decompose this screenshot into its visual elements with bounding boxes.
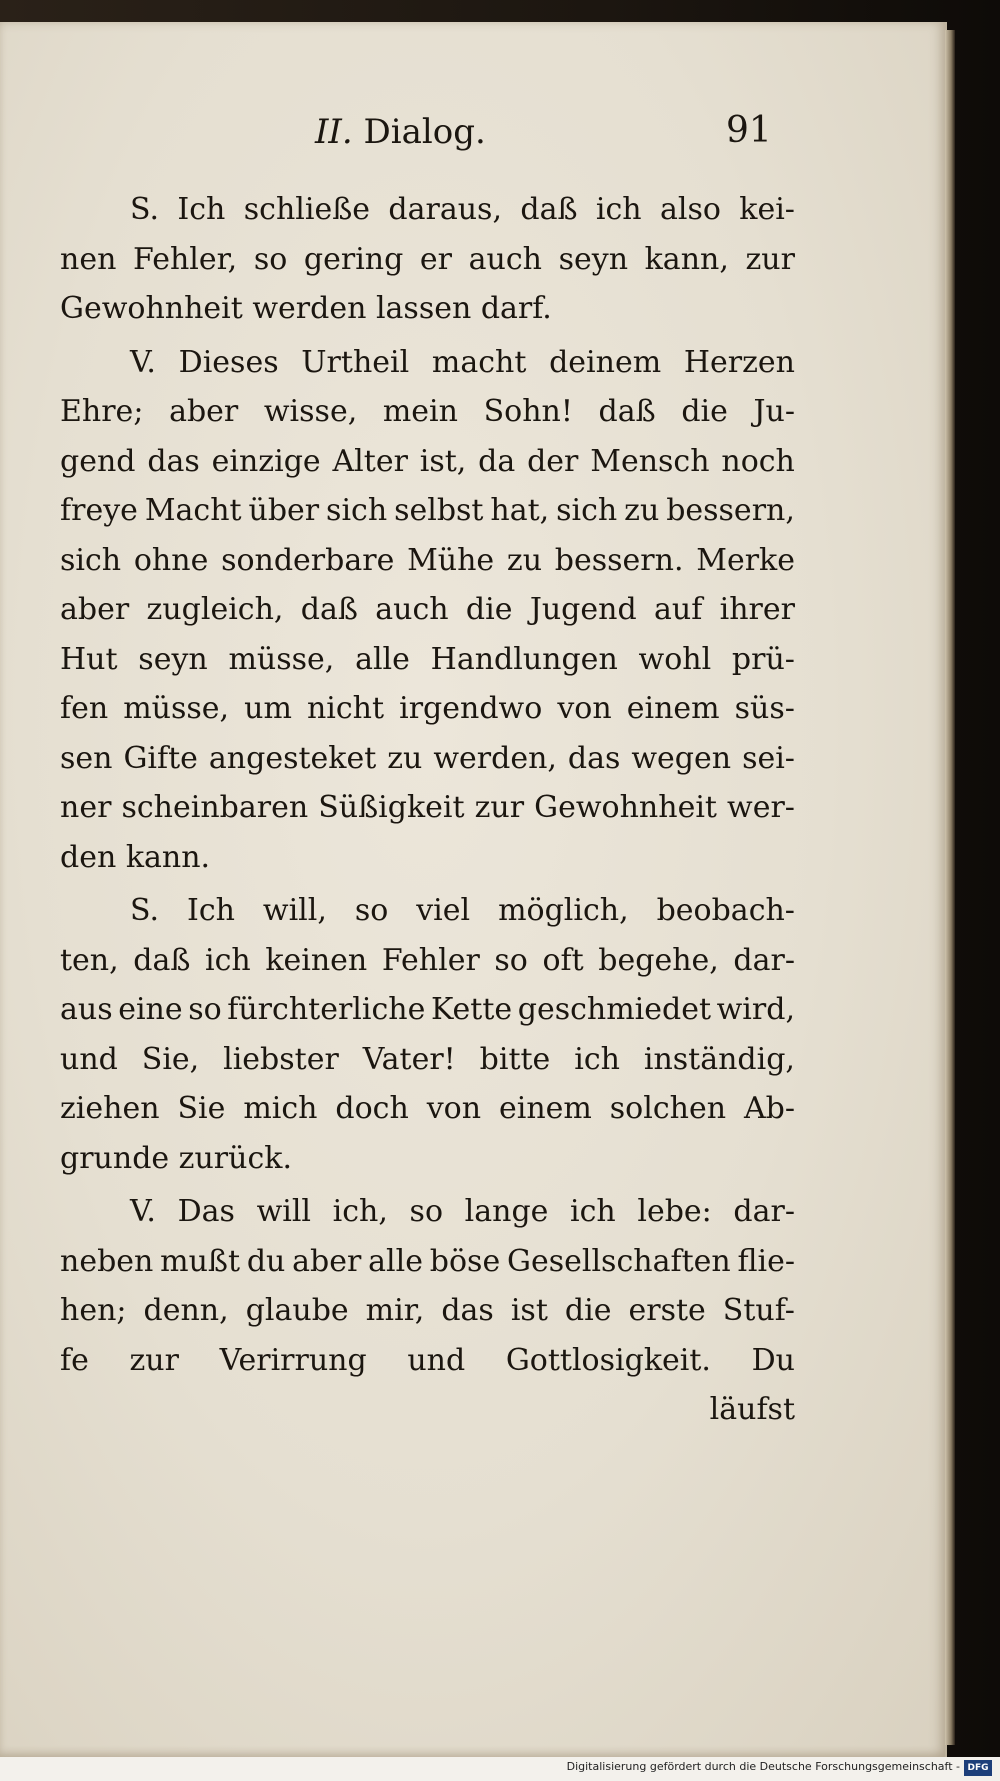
page-edge: [945, 30, 955, 1745]
text-line: ten, daß ich keinen Fehler so oft begehe, dar-: [60, 942, 795, 978]
text-line: nen Fehler, so gering er auch seyn kann, zur: [60, 241, 795, 277]
header-dialog-label: Dialog.: [363, 112, 486, 152]
text-line: gend das einzige Alter ist, da der Mensch noch: [60, 443, 795, 479]
text-line: aus eine so fürchterliche Kette geschmiedet wird,: [60, 992, 795, 1027]
text-line: S. Ich will, so viel möglich, beobach-: [130, 893, 795, 928]
text-line: und Sie, liebster Vater! bitte ich inständig,: [60, 1041, 795, 1077]
running-header: [60, 112, 780, 172]
text-line: Gewohnheit werden lassen darf.: [60, 291, 552, 326]
text-line: S. Ich schließe daraus, daß ich also kei-: [130, 192, 795, 227]
text-line: ner scheinbaren Süßigkeit zur Gewohnheit wer-: [60, 790, 795, 825]
text-line: grunde zurück.: [60, 1140, 292, 1176]
text-line: aber zugleich, daß auch die Jugend auf ihrer: [60, 592, 795, 627]
text-line: ziehen Sie mich doch von einem solchen Ab-: [60, 1091, 795, 1126]
text-line: Hut seyn müsse, alle Handlungen wohl prü-: [60, 641, 795, 677]
text-line: den kann.: [60, 839, 211, 875]
body-text: [60, 185, 795, 1435]
text-line: Ehre; aber wisse, mein Sohn! daß die Ju-: [60, 394, 795, 429]
text-line: sich ohne sonderbare Mühe zu bessern. Merke: [60, 542, 795, 578]
digitization-footer: [0, 1757, 1000, 1781]
text-line: fen müsse, um nicht irgendwo von einem süs-: [60, 691, 795, 726]
text-line: hen; denn, glaube mir, das ist die erste Stuf-: [60, 1293, 795, 1328]
header-roman-numeral: II.: [315, 112, 353, 152]
text-line: V. Dieses Urtheil macht deinem Herzen: [130, 344, 795, 380]
text-line: läufst: [709, 1392, 795, 1427]
text-line: sen Gifte angesteket zu werden, das wegen sei-: [60, 740, 795, 776]
page-number: 91: [726, 110, 772, 151]
text-line: freye Macht über sich selbst hat, sich zu bessern,: [60, 493, 795, 528]
text-line: neben mußt du aber alle böse Gesellschaften flie-: [60, 1243, 795, 1279]
dfg-logo: DFG: [964, 1760, 992, 1776]
text-line: V. Das will ich, so lange ich lebe: dar-: [130, 1194, 795, 1229]
text-line: fe zur Verirrung und Gottlosigkeit. Du: [60, 1342, 795, 1378]
header-title: [315, 112, 486, 152]
footer-credit: Digitalisierung gefördert durch die Deutsche Forschungsgemeinschaft -: [566, 1760, 960, 1773]
